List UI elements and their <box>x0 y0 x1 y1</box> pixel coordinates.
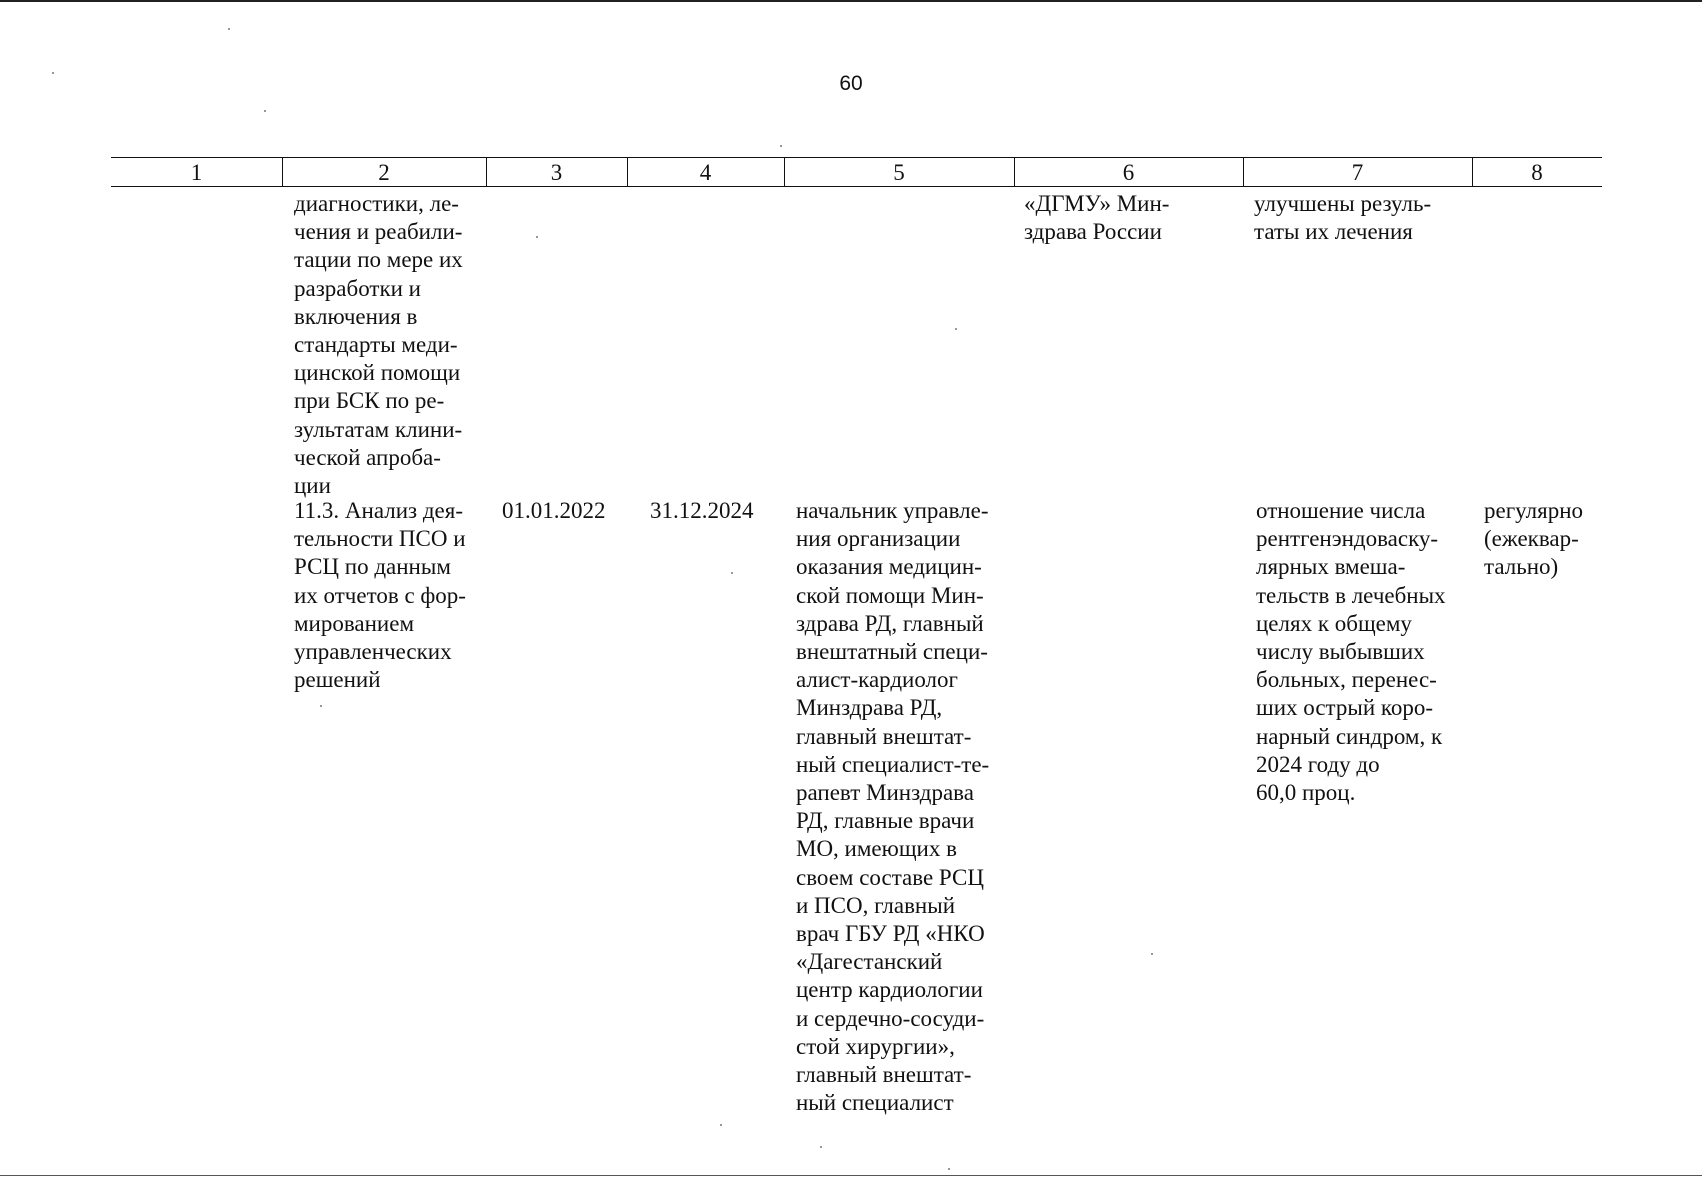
column-number-1: 1 <box>190 160 203 185</box>
row1-col6-text: «ДГМУ» Мин- здрава России <box>1024 191 1170 245</box>
scan-speck <box>52 72 54 74</box>
scan-speck <box>320 705 322 707</box>
column-number-2: 2 <box>378 160 390 185</box>
column-number-5: 5 <box>893 160 905 185</box>
column-number-8: 8 <box>1531 160 1543 185</box>
row2-col2-text: 11.3. Анализ дея- тельности ПСО и РСЦ по данным их отчетов с фор- мированием управленческих решений <box>294 498 466 693</box>
scan-speck <box>264 110 266 112</box>
scan-speck <box>536 236 538 238</box>
column-number-6: 6 <box>1122 160 1135 185</box>
scan-speck <box>228 28 230 30</box>
header-top-rule <box>111 157 1602 158</box>
row2-col5-responsible: начальник управле- ния организации оказания медицин- ской помощи Мин- здрава РД, главный внештатный специ- алист-кардиолог Минздрава РД, главный внештат- ный специалист-те- рапевт Минздрава РД, главные врачи МО, имеющих в своем составе РСЦ и ПСО, главный врач ГБУ РД «НКО «Дагестанский центр кардиологии и сердечно-сосуди- стой хирургии», главный внештат- ный специалист <box>796 498 990 1116</box>
row1-col2-text: диагностики, ле- чения и реабили- тации по мере их разработки и включения в стандарты меди- цинской помощи при БСК по ре- зультатам клини- ческой апроба- ции <box>294 191 463 499</box>
scan-speck <box>780 145 782 147</box>
scan-speck <box>820 1146 822 1148</box>
scan-speck <box>731 572 733 574</box>
page-number: 60 <box>839 72 863 95</box>
scan-speck <box>720 1124 722 1126</box>
column-number-4: 4 <box>699 160 712 185</box>
scan-speck <box>948 1168 950 1170</box>
row2-col8-frequency: регулярно (ежеквар- тально) <box>1484 498 1583 580</box>
scan-speck <box>955 328 957 330</box>
scan-top-edge <box>0 0 1702 2</box>
bottom-edge-rule <box>0 1175 1702 1176</box>
row2-col4-end-date: 31.12.2024 <box>650 498 754 523</box>
column-number-7: 7 <box>1351 160 1364 185</box>
row2-col7-indicator: отношение числа рентгенэндоваску- лярных вмеша- тельств в лечебных целях к общему числу выбывших больных, перенес- ших острый коро- нарный синдром, к 2024 году до 60,0 проц. <box>1256 498 1446 806</box>
row1-col7-text: улучшены резуль- таты их лечения <box>1254 191 1432 245</box>
header-bottom-rule <box>111 186 1602 187</box>
row2-col3-start-date: 01.01.2022 <box>502 498 606 523</box>
column-number-3: 3 <box>550 160 563 185</box>
scan-speck <box>1151 953 1153 955</box>
